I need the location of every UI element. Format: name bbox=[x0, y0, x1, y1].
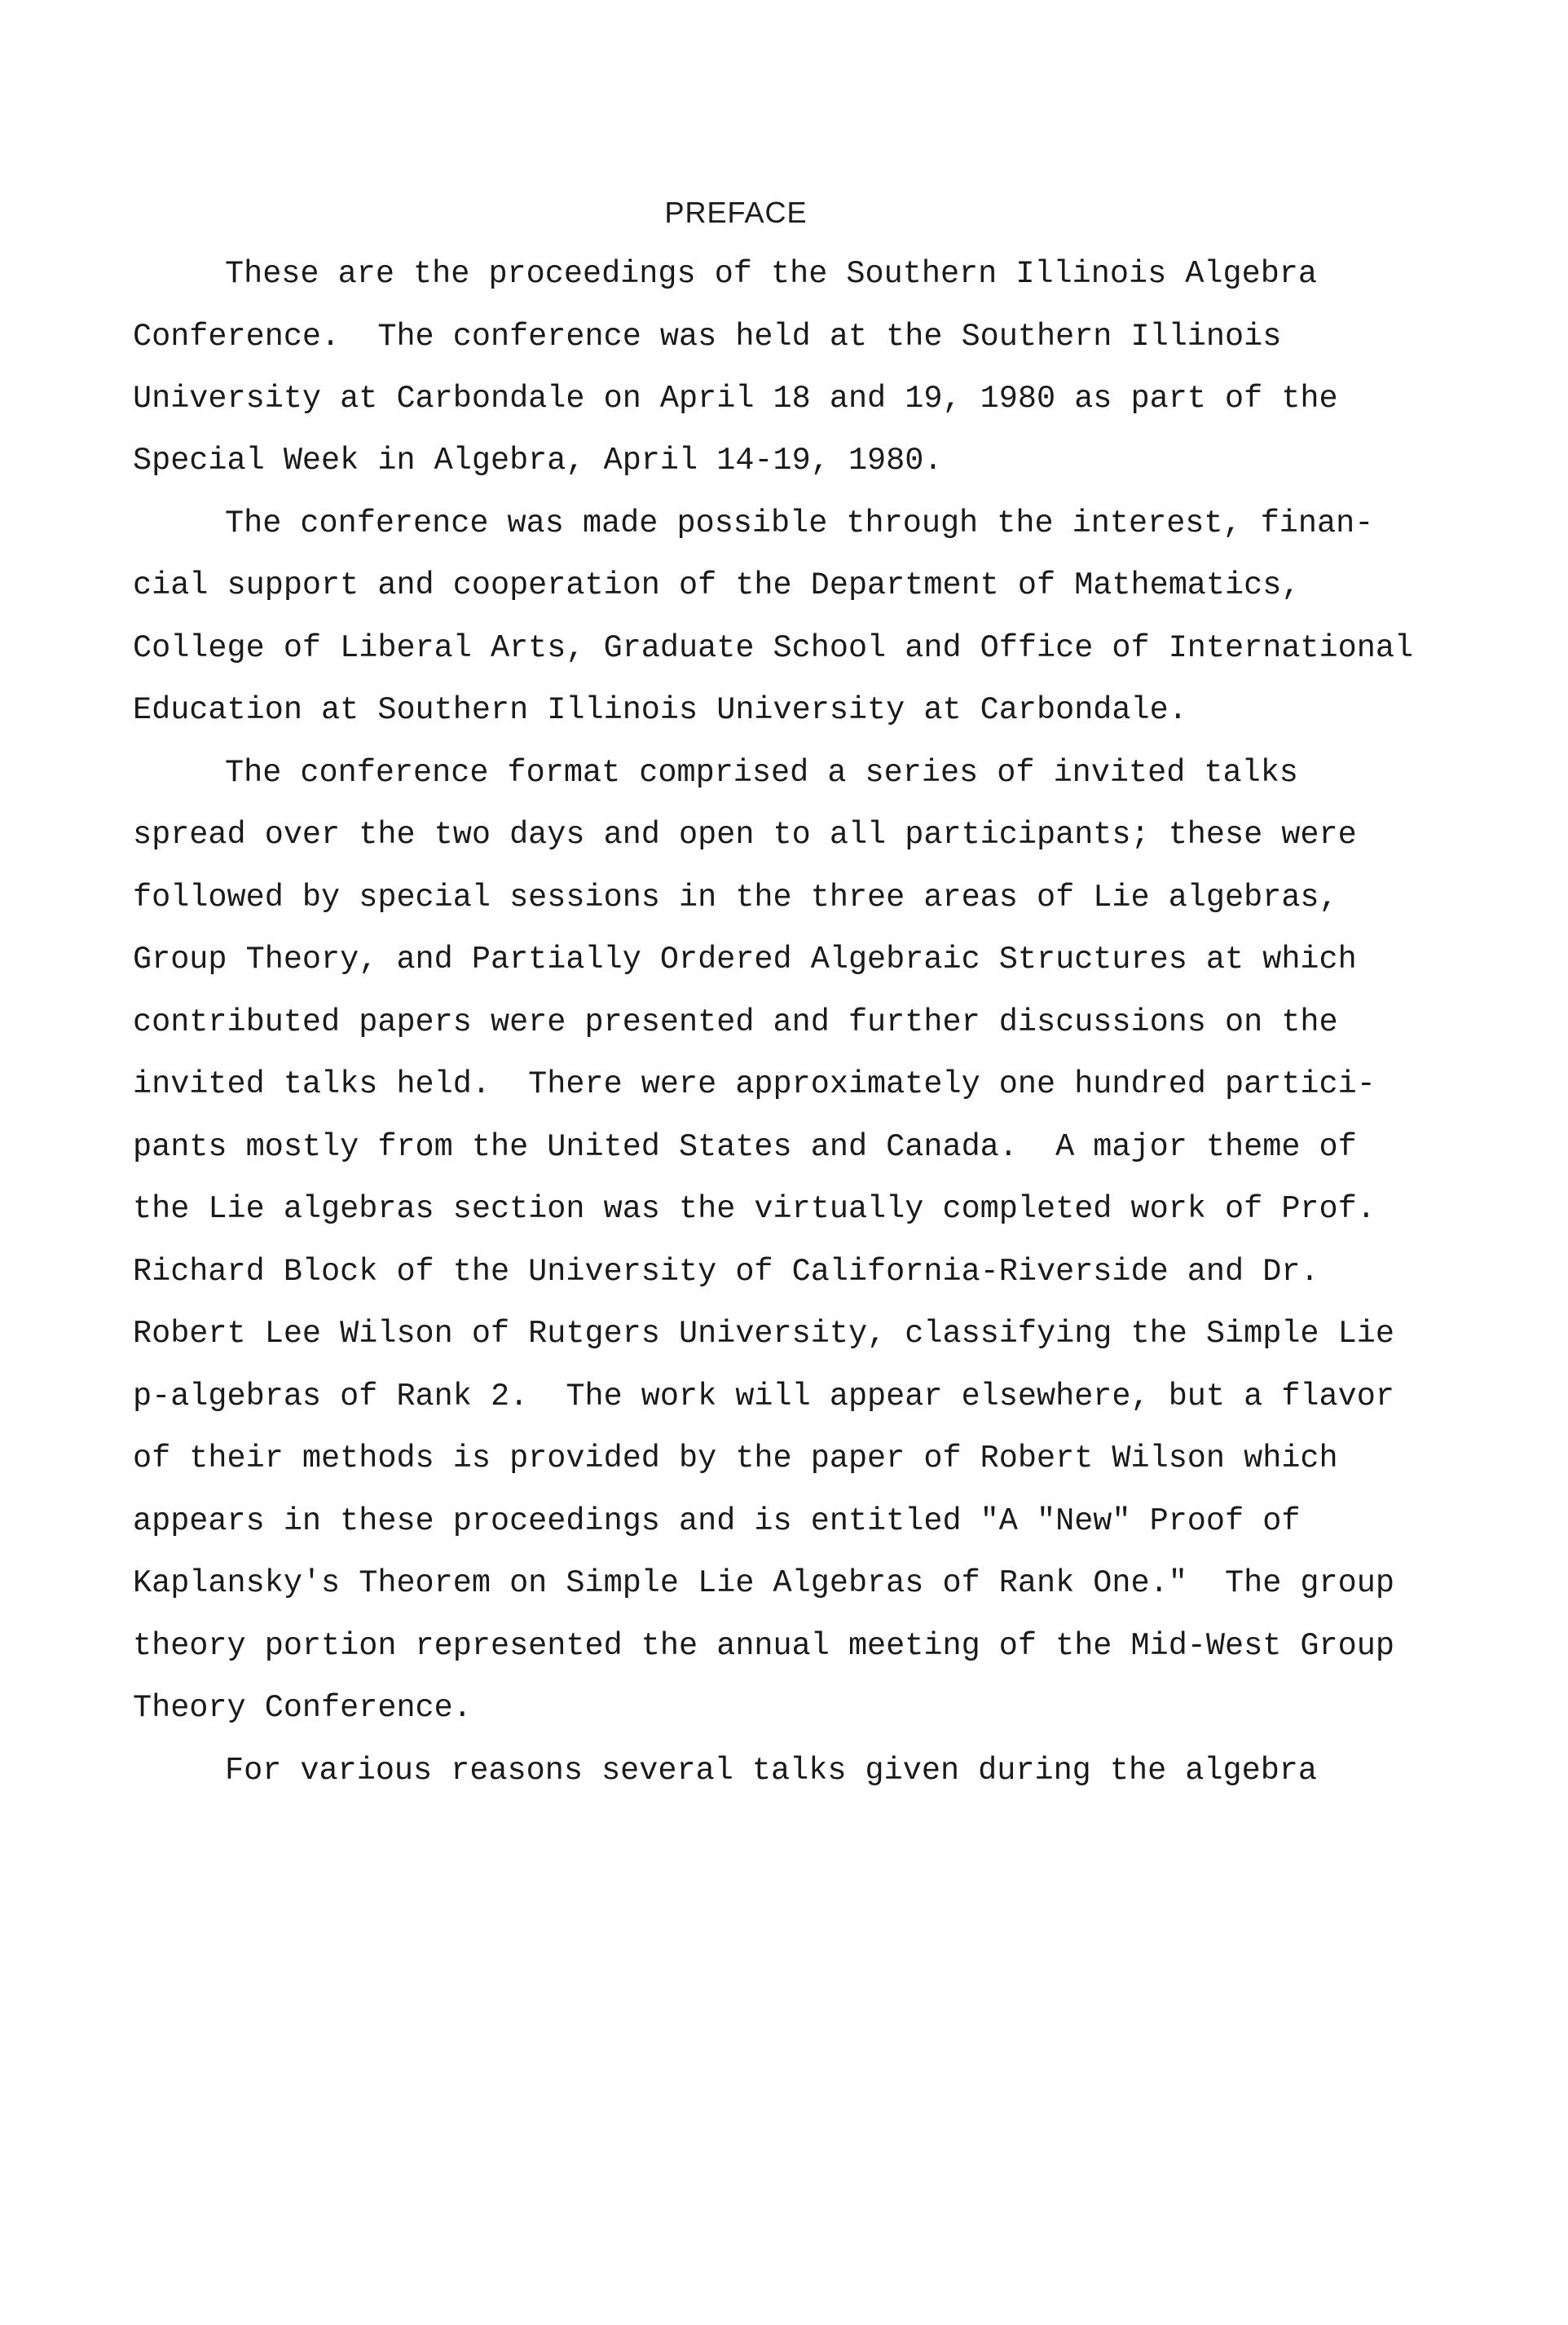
text-line: The conference format comprised a series of invited talks bbox=[225, 755, 1298, 791]
text-line: followed by special sessions in the three areas of Lie algebras, bbox=[133, 880, 1338, 915]
text-line: pants mostly from the United States and Canada. A major theme of bbox=[133, 1129, 1357, 1165]
text-line: contributed papers were presented and further discussions on the bbox=[133, 1004, 1338, 1040]
page-title: PREFACE bbox=[664, 196, 808, 229]
text-line: Education at Southern Illinois University at Carbondale. bbox=[133, 692, 1187, 728]
text-line: invited talks held. There were approximately one hundred partici- bbox=[133, 1066, 1376, 1102]
text-line: These are the proceedings of the Southern Illinois Algebra bbox=[225, 256, 1318, 292]
text-line: University at Carbondale on April 18 and 19, 1980 as part of the bbox=[133, 381, 1338, 417]
text-line: p-algebras of Rank 2. The work will appear elsewhere, but a flavor bbox=[133, 1379, 1394, 1414]
text-line: Group Theory, and Partially Ordered Algebraic Structures at which bbox=[133, 942, 1357, 977]
text-line: the Lie algebras section was the virtually completed work of Prof. bbox=[133, 1191, 1376, 1227]
text-line: Richard Block of the University of California-Riverside and Dr. bbox=[133, 1254, 1319, 1290]
text-line: cial support and cooperation of the Department of Mathematics, bbox=[133, 567, 1301, 603]
text-line: Special Week in Algebra, April 14-19, 1980. bbox=[133, 443, 943, 479]
text-line: College of Liberal Arts, Graduate School and Office of International bbox=[133, 630, 1414, 666]
text-line: theory portion represented the annual meeting of the Mid-West Group bbox=[133, 1628, 1394, 1664]
text-line: Kaplansky's Theorem on Simple Lie Algebras of Rank One." The group bbox=[133, 1565, 1394, 1601]
text-line: For various reasons several talks given during the algebra bbox=[225, 1753, 1318, 1789]
text-line: Robert Lee Wilson of Rutgers University, classifying the Simple Lie bbox=[133, 1316, 1394, 1352]
text-line: of their methods is provided by the paper of Robert Wilson which bbox=[133, 1440, 1338, 1476]
text-line: Theory Conference. bbox=[133, 1690, 472, 1726]
text-line: The conference was made possible through the interest, finan- bbox=[225, 505, 1374, 541]
text-line: appears in these proceedings and is entitled "A "New" Proof of bbox=[133, 1503, 1301, 1539]
text-line: Conference. The conference was held at the Southern Illinois bbox=[133, 319, 1282, 355]
text-line: spread over the two days and open to all participants; these were bbox=[133, 817, 1357, 853]
